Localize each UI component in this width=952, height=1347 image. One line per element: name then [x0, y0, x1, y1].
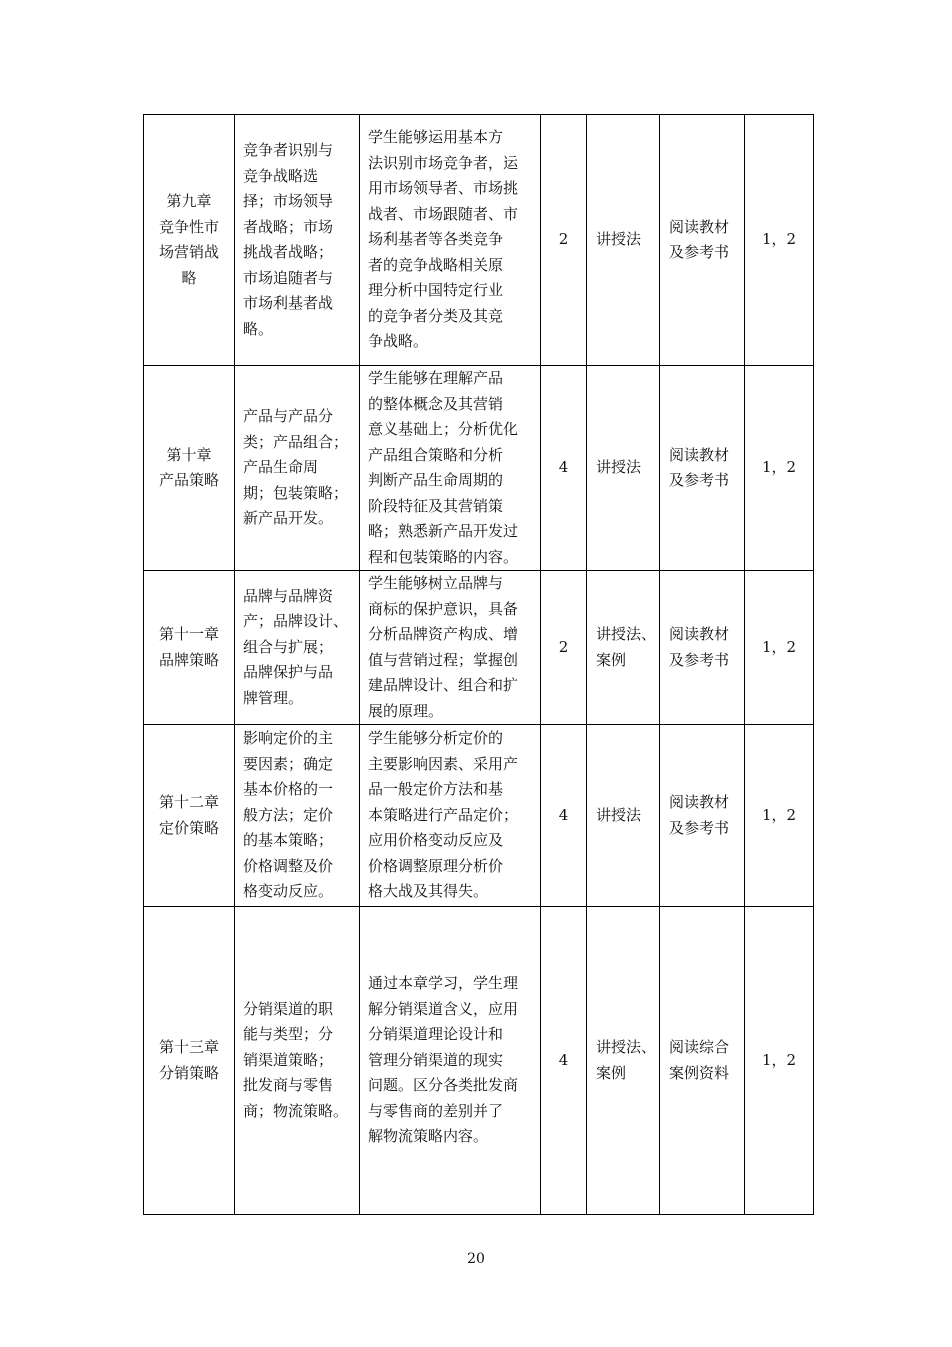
method-cell — [587, 366, 660, 571]
method-cell — [587, 907, 660, 1215]
objective-line: 与零售商的差别并了 — [368, 1101, 504, 1120]
objective-line: 学生能够在理解产品 — [368, 369, 504, 387]
content-cell — [235, 115, 360, 366]
objective-line: 值与营销过程；掌握创 — [368, 650, 519, 669]
assignment-cell — [660, 907, 745, 1215]
assignment-line: 阅读教材 — [669, 217, 730, 236]
content-line: 基本价格的一 — [243, 780, 334, 799]
hours-cell: 2 — [541, 571, 587, 725]
assignment-line: 阅读教材 — [669, 445, 730, 464]
content-line: 能与类型；分 — [243, 1025, 334, 1044]
assignment-line: 及参考书 — [669, 243, 730, 261]
objective-line: 阶段特征及其营销策 — [368, 496, 504, 515]
objective-line: 问题。区分各类批发商 — [368, 1076, 519, 1095]
chapter-line: 第十章 — [166, 445, 212, 464]
objective-line: 建品牌设计、组合和扩 — [368, 676, 519, 694]
reference-cell: 1，2 — [745, 366, 814, 571]
objective-line: 价格调整原理分析价 — [368, 856, 504, 875]
hours-cell: 4 — [541, 725, 587, 907]
chapter-line: 品牌策略 — [158, 650, 219, 669]
content-cell — [235, 725, 360, 907]
method-line: 讲授法、 — [596, 1038, 657, 1056]
objective-line: 用市场领导者、市场挑 — [368, 179, 519, 198]
content-line: 略。 — [243, 319, 274, 338]
chapter-cell — [144, 115, 235, 366]
content-line: 挑战者战略； — [243, 243, 334, 261]
objective-line: 意义基础上；分析优化 — [368, 420, 519, 438]
method-line: 案例 — [596, 1063, 627, 1082]
content-line: 牌管理。 — [243, 688, 304, 707]
objective-cell — [360, 725, 541, 907]
method-cell — [587, 725, 660, 907]
table-row — [144, 571, 814, 725]
chapter-line: 略 — [181, 268, 197, 287]
reference-cell: 1，2 — [745, 725, 814, 907]
table-row — [144, 115, 814, 366]
assignment-line: 及参考书 — [669, 471, 730, 489]
method-cell — [587, 115, 660, 366]
table-row — [144, 907, 814, 1215]
assignment-line: 及参考书 — [669, 650, 730, 669]
method-line: 讲授法 — [596, 230, 642, 249]
objective-line: 品一般定价方法和基 — [368, 780, 504, 799]
content-line: 分销渠道的职 — [243, 999, 334, 1018]
reference-cell: 1，2 — [745, 571, 814, 725]
objective-line: 分销渠道理论设计和 — [368, 1025, 504, 1044]
chapter-line: 第十三章 — [158, 1038, 219, 1056]
content-line: 竞争者识别与 — [243, 141, 334, 159]
content-line: 组合与扩展； — [243, 637, 334, 656]
content-line: 者战略；市场 — [243, 217, 334, 236]
objective-line: 管理分销渠道的现实 — [368, 1050, 504, 1069]
chapter-line: 第十一章 — [158, 625, 219, 643]
objective-line: 场利基者等各类竞争 — [368, 230, 504, 249]
hours-cell: 2 — [541, 115, 587, 366]
objective-line: 判断产品生命周期的 — [368, 471, 504, 489]
method-line: 讲授法 — [596, 458, 642, 477]
chapter-line: 第九章 — [166, 192, 212, 210]
assignment-line: 及参考书 — [669, 818, 730, 837]
assignment-cell — [660, 571, 745, 725]
hours-cell: 4 — [541, 907, 587, 1215]
page-number: 20 — [467, 1251, 485, 1267]
content-line: 商；物流策略。 — [243, 1101, 349, 1120]
objective-line: 解分销渠道含义，应用 — [368, 999, 519, 1018]
chapter-cell — [144, 725, 235, 907]
content-line: 产品生命周 — [243, 458, 319, 477]
objective-cell — [360, 907, 541, 1215]
assignment-line: 阅读综合 — [669, 1038, 730, 1056]
chapter-line: 分销策略 — [158, 1063, 219, 1082]
objective-line: 争战略。 — [368, 332, 429, 351]
assignment-cell — [660, 366, 745, 571]
reference-cell: 1，2 — [745, 907, 814, 1215]
content-cell — [235, 571, 360, 725]
objective-line: 的整体概念及其营销 — [368, 394, 504, 413]
objective-line: 分析品牌资产构成、增 — [368, 625, 519, 643]
assignment-cell — [660, 725, 745, 907]
content-line: 要因素；确定 — [243, 754, 334, 773]
chapter-cell — [144, 907, 235, 1215]
chapter-cell — [144, 366, 235, 571]
content-line: 市场追随者与 — [243, 268, 334, 287]
objective-line: 商标的保护意识，具备 — [368, 599, 519, 618]
assignment-line: 阅读教材 — [669, 625, 730, 643]
objective-line: 者的竞争战略相关原 — [368, 255, 504, 274]
content-line: 销渠道策略； — [243, 1050, 334, 1069]
assignment-cell — [660, 115, 745, 366]
content-line: 产；品牌设计、 — [243, 612, 349, 631]
table-body — [144, 115, 814, 1215]
table-row — [144, 725, 814, 907]
content-line: 批发商与零售 — [243, 1076, 334, 1095]
objective-line: 格大战及其得失。 — [368, 882, 489, 901]
assignment-line: 案例资料 — [669, 1063, 730, 1082]
objective-line: 产品组合策略和分析 — [368, 445, 504, 464]
chapter-cell — [144, 571, 235, 725]
method-line: 案例 — [596, 650, 627, 669]
objective-cell — [360, 366, 541, 571]
content-line: 影响定价的主 — [243, 729, 334, 748]
objective-line: 程和包装策略的内容。 — [368, 547, 519, 566]
chapter-line: 第十二章 — [158, 793, 219, 811]
method-line: 讲授法 — [596, 805, 642, 824]
chapter-line: 竞争性市 — [158, 217, 219, 236]
content-line: 产品与产品分 — [243, 407, 334, 426]
content-cell — [235, 907, 360, 1215]
objective-line: 学生能够运用基本方 — [368, 128, 504, 147]
content-line: 格变动反应。 — [243, 882, 334, 901]
objective-line: 学生能够分析定价的 — [368, 729, 504, 748]
objective-line: 理分析中国特定行业 — [368, 281, 504, 300]
content-line: 择；市场领导 — [243, 192, 334, 210]
objective-line: 展的原理。 — [368, 701, 444, 720]
content-line: 价格调整及价 — [243, 856, 334, 875]
content-line: 竞争战略选 — [243, 166, 319, 185]
objective-line: 应用价格变动反应及 — [368, 831, 504, 850]
hours-cell: 4 — [541, 366, 587, 571]
content-line: 类；产品组合； — [243, 432, 349, 451]
objective-line: 的竞争者分类及其竞 — [368, 306, 504, 325]
content-line: 的基本策略； — [243, 831, 334, 850]
assignment-line: 阅读教材 — [669, 793, 730, 811]
content-line: 新产品开发。 — [243, 509, 334, 528]
syllabus-table — [143, 114, 814, 1215]
objective-cell — [360, 115, 541, 366]
content-line: 品牌保护与品 — [243, 663, 334, 682]
table-row — [144, 366, 814, 571]
chapter-line: 定价策略 — [158, 818, 219, 837]
objective-line: 主要影响因素、采用产 — [368, 754, 519, 773]
chapter-line: 产品策略 — [158, 471, 219, 489]
chapter-line: 场营销战 — [158, 243, 219, 261]
reference-cell: 1，2 — [745, 115, 814, 366]
content-line: 品牌与品牌资 — [243, 586, 334, 605]
content-line: 市场利基者战 — [243, 294, 334, 312]
objective-line: 通过本章学习，学生理 — [368, 974, 519, 993]
objective-line: 略；熟悉新产品开发过 — [368, 522, 519, 540]
objective-line: 解物流策略内容。 — [368, 1127, 489, 1146]
objective-cell — [360, 571, 541, 725]
objective-line: 战者、市场跟随者、市 — [368, 204, 519, 223]
objective-line: 法识别市场竞争者，运 — [368, 153, 519, 172]
content-line: 般方法；定价 — [243, 805, 334, 824]
method-line: 讲授法、 — [596, 625, 657, 643]
content-cell — [235, 366, 360, 571]
objective-line: 学生能够树立品牌与 — [368, 574, 504, 592]
content-line: 期；包装策略； — [243, 483, 349, 502]
objective-line: 本策略进行产品定价； — [368, 805, 519, 824]
method-cell — [587, 571, 660, 725]
